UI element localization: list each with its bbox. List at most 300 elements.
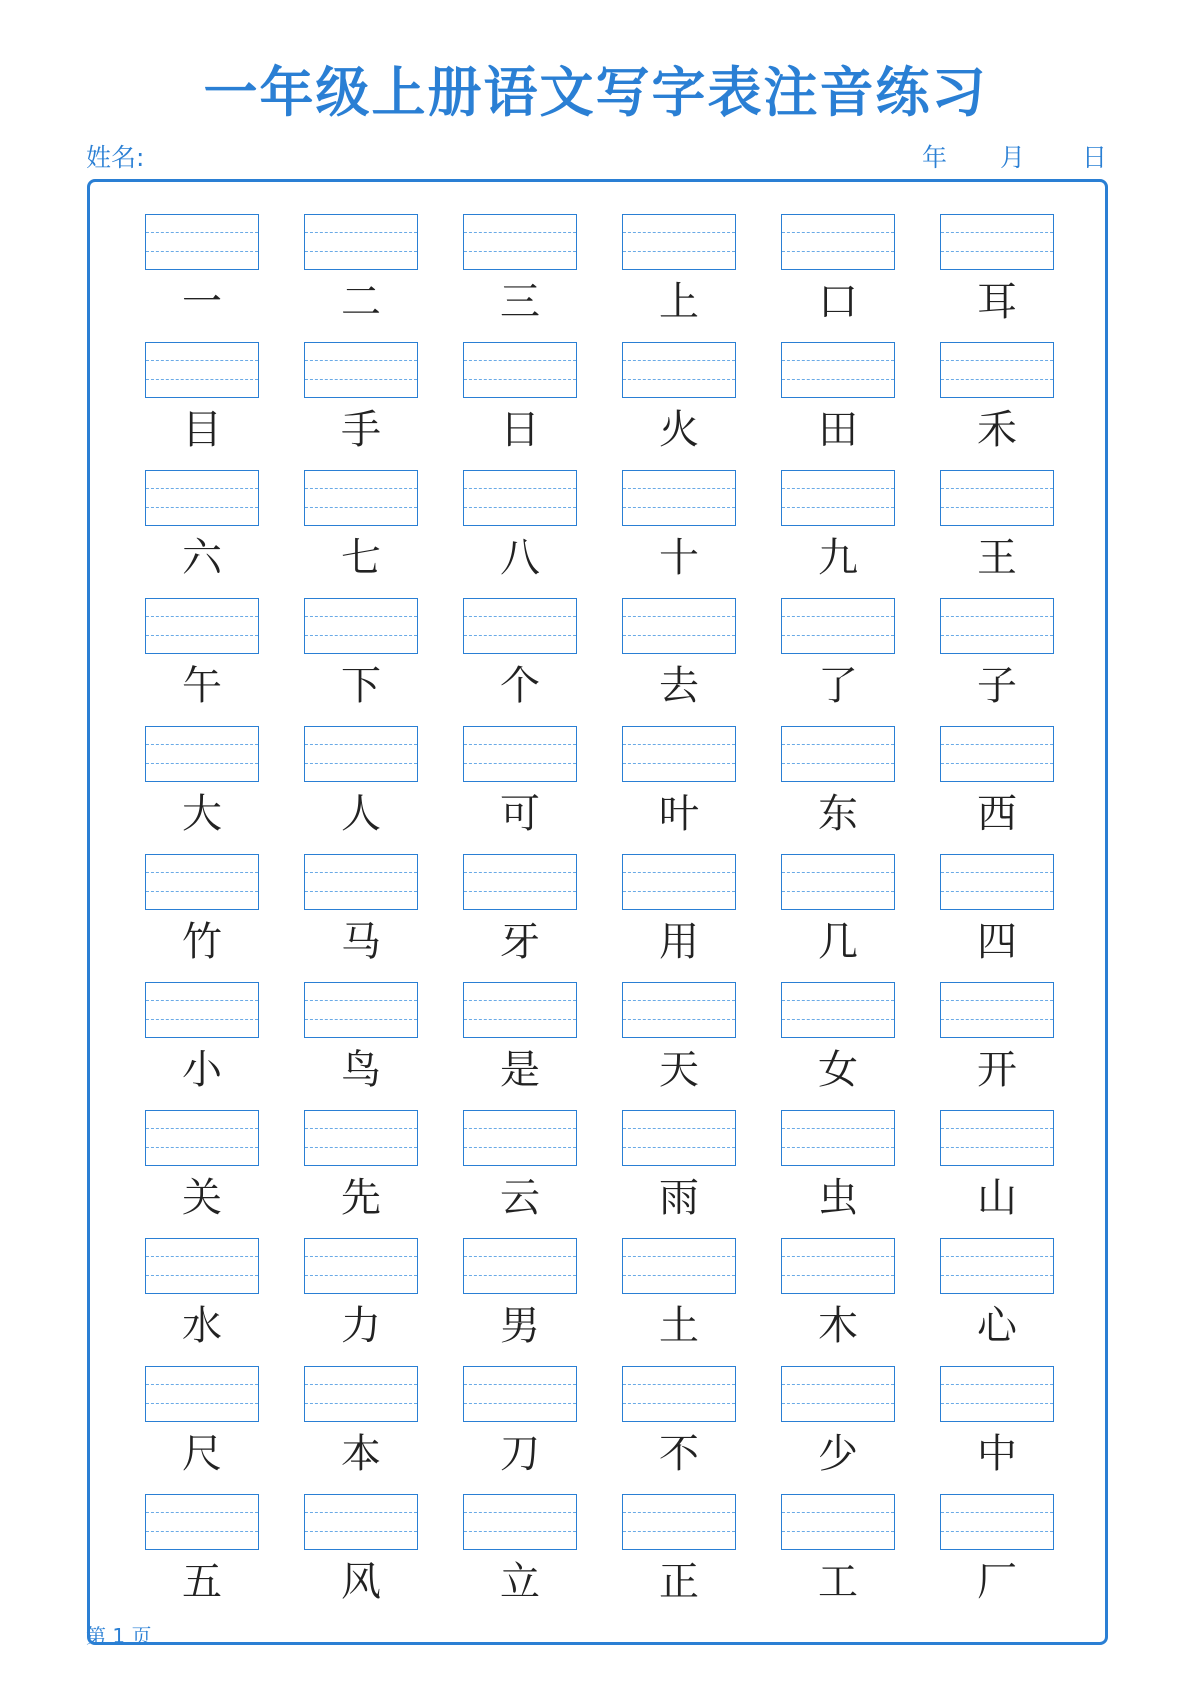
- pinyin-writing-box[interactable]: [304, 1366, 418, 1422]
- hanzi-character: 雨: [659, 1175, 699, 1221]
- pinyin-writing-box[interactable]: [145, 214, 259, 270]
- character-cell: [781, 598, 895, 716]
- pinyin-writing-box[interactable]: [463, 726, 577, 782]
- guide-line: [941, 379, 1053, 380]
- pinyin-writing-box[interactable]: [781, 1110, 895, 1166]
- character-cell: [463, 854, 577, 972]
- guide-line: [941, 616, 1053, 617]
- guide-line: [146, 1147, 258, 1148]
- guide-line: [782, 232, 894, 233]
- pinyin-writing-box[interactable]: [304, 1494, 418, 1550]
- guide-line: [464, 763, 576, 764]
- pinyin-writing-box[interactable]: [781, 726, 895, 782]
- guide-line: [782, 1512, 894, 1513]
- guide-line: [464, 251, 576, 252]
- guide-line: [305, 251, 417, 252]
- guide-line: [782, 1128, 894, 1129]
- guide-line: [146, 488, 258, 489]
- character-cell: [145, 1366, 259, 1484]
- guide-line: [305, 1275, 417, 1276]
- character-cell: [463, 598, 577, 716]
- hanzi-character: 了: [818, 663, 858, 709]
- pinyin-writing-box[interactable]: [940, 214, 1054, 270]
- hanzi-character: 手: [341, 407, 381, 453]
- pinyin-writing-box[interactable]: [622, 598, 736, 654]
- guide-line: [623, 763, 735, 764]
- guide-line: [464, 1128, 576, 1129]
- hanzi-character: 十: [659, 535, 699, 581]
- hanzi-character: 九: [818, 535, 858, 581]
- guide-line: [305, 616, 417, 617]
- guide-line: [623, 1531, 735, 1532]
- pinyin-writing-box[interactable]: [940, 1110, 1054, 1166]
- pinyin-writing-box[interactable]: [622, 470, 736, 526]
- guide-line: [146, 763, 258, 764]
- guide-line: [146, 616, 258, 617]
- hanzi-character: 叶: [659, 791, 699, 837]
- guide-line: [941, 1128, 1053, 1129]
- guide-line: [782, 616, 894, 617]
- hanzi-character: 口: [818, 279, 858, 325]
- hanzi-character: 东: [818, 791, 858, 837]
- pinyin-writing-box[interactable]: [781, 598, 895, 654]
- guide-line: [782, 744, 894, 745]
- pinyin-writing-box[interactable]: [940, 982, 1054, 1038]
- pinyin-writing-box[interactable]: [940, 726, 1054, 782]
- pinyin-writing-box[interactable]: [622, 1366, 736, 1422]
- hanzi-character: 山: [977, 1175, 1017, 1221]
- guide-line: [464, 488, 576, 489]
- guide-line: [782, 488, 894, 489]
- pinyin-writing-box[interactable]: [145, 470, 259, 526]
- hanzi-character: 女: [818, 1047, 858, 1093]
- pinyin-writing-box[interactable]: [463, 214, 577, 270]
- guide-line: [941, 1384, 1053, 1385]
- guide-line: [305, 379, 417, 380]
- guide-line: [305, 1147, 417, 1148]
- hanzi-character: 立: [500, 1559, 540, 1605]
- pinyin-writing-box[interactable]: [463, 1110, 577, 1166]
- character-cell: [940, 214, 1054, 332]
- character-cell: [622, 342, 736, 460]
- character-cell: [463, 342, 577, 460]
- guide-line: [941, 232, 1053, 233]
- hanzi-character: 耳: [977, 279, 1017, 325]
- guide-line: [941, 1275, 1053, 1276]
- pinyin-writing-box[interactable]: [781, 470, 895, 526]
- guide-line: [464, 744, 576, 745]
- guide-line: [464, 1019, 576, 1020]
- guide-line: [146, 1531, 258, 1532]
- character-cell: [622, 470, 736, 588]
- pinyin-writing-box[interactable]: [940, 598, 1054, 654]
- character-cell: [940, 342, 1054, 460]
- character-cell: [781, 1366, 895, 1484]
- pinyin-writing-box[interactable]: [145, 854, 259, 910]
- hanzi-character: 牙: [500, 919, 540, 965]
- guide-line: [305, 1384, 417, 1385]
- hanzi-character: 不: [659, 1431, 699, 1477]
- month-label: 月: [1000, 143, 1026, 172]
- guide-line: [623, 872, 735, 873]
- character-cell: [304, 1110, 418, 1228]
- character-cell: [622, 726, 736, 844]
- hanzi-character: 四: [977, 919, 1017, 965]
- pinyin-writing-box[interactable]: [463, 982, 577, 1038]
- hanzi-character: 五: [182, 1559, 222, 1605]
- pinyin-writing-box[interactable]: [463, 854, 577, 910]
- guide-line: [782, 1531, 894, 1532]
- pinyin-writing-box[interactable]: [304, 342, 418, 398]
- pinyin-writing-box[interactable]: [622, 982, 736, 1038]
- name-label: 姓名:: [86, 143, 145, 172]
- guide-line: [464, 1256, 576, 1257]
- pinyin-writing-box[interactable]: [304, 470, 418, 526]
- page-number: 第 1 页: [86, 1624, 152, 1648]
- guide-line: [941, 1019, 1053, 1020]
- guide-line: [464, 360, 576, 361]
- guide-line: [623, 744, 735, 745]
- guide-line: [305, 1000, 417, 1001]
- hanzi-character: 刀: [500, 1431, 540, 1477]
- hanzi-character: 午: [182, 663, 222, 709]
- hanzi-character: 田: [818, 407, 858, 453]
- guide-line: [305, 1256, 417, 1257]
- guide-line: [464, 379, 576, 380]
- guide-line: [146, 1384, 258, 1385]
- hanzi-character: 子: [977, 663, 1017, 709]
- hanzi-character: 关: [182, 1175, 222, 1221]
- guide-line: [782, 1256, 894, 1257]
- pinyin-writing-box[interactable]: [463, 1494, 577, 1550]
- character-cell: [940, 1366, 1054, 1484]
- guide-line: [146, 232, 258, 233]
- pinyin-writing-box[interactable]: [463, 470, 577, 526]
- character-cell: [145, 982, 259, 1100]
- character-cell: [622, 214, 736, 332]
- character-cell: [304, 726, 418, 844]
- year-label: 年: [922, 143, 948, 172]
- hanzi-character: 二: [341, 279, 381, 325]
- guide-line: [782, 1019, 894, 1020]
- pinyin-writing-box[interactable]: [622, 854, 736, 910]
- guide-line: [146, 1256, 258, 1257]
- guide-line: [941, 360, 1053, 361]
- character-cell: [940, 598, 1054, 716]
- pinyin-writing-box[interactable]: [622, 726, 736, 782]
- guide-line: [146, 1019, 258, 1020]
- guide-line: [782, 507, 894, 508]
- guide-line: [782, 872, 894, 873]
- hanzi-character: 竹: [182, 919, 222, 965]
- guide-line: [464, 1512, 576, 1513]
- hanzi-character: 大: [182, 791, 222, 837]
- guide-line: [782, 360, 894, 361]
- character-cell: [940, 982, 1054, 1100]
- hanzi-character: 王: [977, 535, 1017, 581]
- character-cell: [145, 726, 259, 844]
- character-cell: [622, 598, 736, 716]
- guide-line: [782, 763, 894, 764]
- guide-line: [782, 1384, 894, 1385]
- guide-line: [623, 1000, 735, 1001]
- guide-line: [146, 1275, 258, 1276]
- pinyin-writing-box[interactable]: [781, 1494, 895, 1550]
- pinyin-writing-box[interactable]: [304, 1110, 418, 1166]
- guide-line: [782, 1403, 894, 1404]
- guide-line: [941, 1531, 1053, 1532]
- character-cell: [781, 342, 895, 460]
- pinyin-writing-box[interactable]: [940, 470, 1054, 526]
- hanzi-character: 目: [182, 407, 222, 453]
- guide-line: [464, 635, 576, 636]
- hanzi-character: 木: [818, 1303, 858, 1349]
- pinyin-writing-box[interactable]: [781, 214, 895, 270]
- character-cell: [145, 342, 259, 460]
- pinyin-writing-box[interactable]: [304, 598, 418, 654]
- guide-line: [623, 507, 735, 508]
- pinyin-writing-box[interactable]: [463, 342, 577, 398]
- hanzi-character: 虫: [818, 1175, 858, 1221]
- hanzi-character: 开: [977, 1047, 1017, 1093]
- guide-line: [941, 635, 1053, 636]
- guide-line: [146, 360, 258, 361]
- character-cell: [781, 1238, 895, 1356]
- pinyin-writing-box[interactable]: [940, 1494, 1054, 1550]
- pinyin-writing-box[interactable]: [622, 214, 736, 270]
- character-cell: [304, 214, 418, 332]
- character-cell: [781, 726, 895, 844]
- pinyin-writing-box[interactable]: [145, 1366, 259, 1422]
- hanzi-character: 正: [659, 1559, 699, 1605]
- guide-line: [941, 251, 1053, 252]
- character-cell: [622, 1494, 736, 1612]
- guide-line: [941, 763, 1053, 764]
- character-cell: [622, 854, 736, 972]
- hanzi-character: 云: [500, 1175, 540, 1221]
- guide-line: [146, 1128, 258, 1129]
- pinyin-writing-box[interactable]: [622, 1494, 736, 1550]
- pinyin-writing-box[interactable]: [781, 342, 895, 398]
- hanzi-character: 去: [659, 663, 699, 709]
- hanzi-character: 中: [977, 1431, 1017, 1477]
- guide-line: [623, 1275, 735, 1276]
- pinyin-writing-box[interactable]: [463, 1366, 577, 1422]
- guide-line: [305, 1019, 417, 1020]
- guide-line: [305, 360, 417, 361]
- pinyin-writing-box[interactable]: [145, 342, 259, 398]
- hanzi-character: 一: [182, 279, 222, 325]
- pinyin-writing-box[interactable]: [145, 1238, 259, 1294]
- pinyin-writing-box[interactable]: [622, 1110, 736, 1166]
- pinyin-writing-box[interactable]: [940, 342, 1054, 398]
- character-cell: [463, 470, 577, 588]
- pinyin-writing-box[interactable]: [304, 982, 418, 1038]
- pinyin-writing-box[interactable]: [940, 1238, 1054, 1294]
- hanzi-character: 先: [341, 1175, 381, 1221]
- character-cell: [145, 854, 259, 972]
- guide-line: [782, 379, 894, 380]
- pinyin-writing-box[interactable]: [781, 1366, 895, 1422]
- guide-line: [464, 1403, 576, 1404]
- character-cell: [304, 598, 418, 716]
- guide-line: [146, 507, 258, 508]
- hanzi-character: 本: [341, 1431, 381, 1477]
- guide-line: [464, 1384, 576, 1385]
- guide-line: [782, 251, 894, 252]
- pinyin-writing-box[interactable]: [304, 726, 418, 782]
- character-cell: [145, 214, 259, 332]
- pinyin-writing-box[interactable]: [781, 854, 895, 910]
- hanzi-character: 尺: [182, 1431, 222, 1477]
- hanzi-character: 少: [818, 1431, 858, 1477]
- pinyin-writing-box[interactable]: [145, 982, 259, 1038]
- guide-line: [941, 1256, 1053, 1257]
- character-cell: [304, 982, 418, 1100]
- guide-line: [941, 1000, 1053, 1001]
- hanzi-character: 西: [977, 791, 1017, 837]
- guide-line: [782, 635, 894, 636]
- hanzi-character: 是: [500, 1047, 540, 1093]
- hanzi-character: 七: [341, 535, 381, 581]
- guide-line: [146, 635, 258, 636]
- hanzi-character: 工: [818, 1559, 858, 1605]
- pinyin-writing-box[interactable]: [940, 854, 1054, 910]
- character-cell: [463, 982, 577, 1100]
- pinyin-writing-box[interactable]: [940, 1366, 1054, 1422]
- guide-line: [623, 488, 735, 489]
- guide-line: [941, 507, 1053, 508]
- hanzi-character: 禾: [977, 407, 1017, 453]
- guide-line: [146, 1000, 258, 1001]
- hanzi-character: 土: [659, 1303, 699, 1349]
- guide-line: [941, 744, 1053, 745]
- hanzi-character: 六: [182, 535, 222, 581]
- pinyin-writing-box[interactable]: [622, 342, 736, 398]
- pinyin-writing-box[interactable]: [463, 1238, 577, 1294]
- guide-line: [305, 744, 417, 745]
- character-cell: [304, 470, 418, 588]
- hanzi-character: 小: [182, 1047, 222, 1093]
- guide-line: [782, 1000, 894, 1001]
- guide-line: [464, 1147, 576, 1148]
- character-cell: [622, 982, 736, 1100]
- guide-line: [146, 1512, 258, 1513]
- pinyin-writing-box[interactable]: [145, 726, 259, 782]
- hanzi-character: 几: [818, 919, 858, 965]
- character-cell: [304, 1366, 418, 1484]
- guide-line: [782, 1147, 894, 1148]
- pinyin-writing-box[interactable]: [145, 1110, 259, 1166]
- guide-line: [623, 232, 735, 233]
- guide-line: [305, 488, 417, 489]
- hanzi-character: 天: [659, 1047, 699, 1093]
- guide-line: [941, 891, 1053, 892]
- hanzi-character: 男: [500, 1303, 540, 1349]
- guide-line: [623, 616, 735, 617]
- character-cell: [463, 214, 577, 332]
- guide-line: [623, 251, 735, 252]
- character-cell: [463, 1238, 577, 1356]
- hanzi-character: 上: [659, 279, 699, 325]
- hanzi-character: 用: [659, 919, 699, 965]
- hanzi-character: 风: [341, 1559, 381, 1605]
- character-cell: [463, 1366, 577, 1484]
- guide-line: [623, 1384, 735, 1385]
- guide-line: [623, 1147, 735, 1148]
- hanzi-character: 三: [500, 279, 540, 325]
- guide-line: [464, 891, 576, 892]
- character-cell: [781, 854, 895, 972]
- character-cell: [145, 470, 259, 588]
- character-cell: [940, 726, 1054, 844]
- guide-line: [146, 379, 258, 380]
- guide-line: [305, 1128, 417, 1129]
- pinyin-writing-box[interactable]: [145, 1494, 259, 1550]
- character-cell: [622, 1238, 736, 1356]
- guide-line: [464, 872, 576, 873]
- character-cell: [940, 1238, 1054, 1356]
- character-cell: [781, 214, 895, 332]
- guide-line: [146, 251, 258, 252]
- pinyin-writing-box[interactable]: [304, 214, 418, 270]
- guide-line: [305, 507, 417, 508]
- guide-line: [623, 1128, 735, 1129]
- hanzi-character: 鸟: [341, 1047, 381, 1093]
- character-cell: [304, 1238, 418, 1356]
- character-cell: [940, 470, 1054, 588]
- guide-line: [941, 1512, 1053, 1513]
- character-cell: [463, 1494, 577, 1612]
- pinyin-writing-box[interactable]: [463, 598, 577, 654]
- character-cell: [781, 1494, 895, 1612]
- hanzi-character: 人: [341, 791, 381, 837]
- pinyin-writing-box[interactable]: [145, 598, 259, 654]
- guide-line: [782, 891, 894, 892]
- hanzi-character: 个: [500, 663, 540, 709]
- pinyin-writing-box[interactable]: [781, 982, 895, 1038]
- character-cell: [463, 1110, 577, 1228]
- guide-line: [941, 1147, 1053, 1148]
- pinyin-writing-box[interactable]: [781, 1238, 895, 1294]
- hanzi-character: 日: [500, 407, 540, 453]
- guide-line: [464, 1531, 576, 1532]
- guide-line: [623, 360, 735, 361]
- pinyin-writing-box[interactable]: [304, 1238, 418, 1294]
- day-label: 日: [1082, 143, 1108, 172]
- guide-line: [464, 616, 576, 617]
- hanzi-character: 厂: [977, 1559, 1017, 1605]
- character-cell: [781, 982, 895, 1100]
- guide-line: [305, 232, 417, 233]
- guide-line: [305, 635, 417, 636]
- guide-line: [623, 1403, 735, 1404]
- character-cell: [940, 854, 1054, 972]
- guide-line: [305, 1531, 417, 1532]
- guide-line: [305, 1403, 417, 1404]
- character-cell: [145, 1110, 259, 1228]
- character-cell: [781, 470, 895, 588]
- guide-line: [146, 872, 258, 873]
- character-cell: [304, 854, 418, 972]
- character-cell: [940, 1110, 1054, 1228]
- guide-line: [623, 635, 735, 636]
- hanzi-character: 八: [500, 535, 540, 581]
- character-cell: [940, 1494, 1054, 1612]
- pinyin-writing-box[interactable]: [304, 854, 418, 910]
- pinyin-writing-box[interactable]: [622, 1238, 736, 1294]
- character-cell: [781, 1110, 895, 1228]
